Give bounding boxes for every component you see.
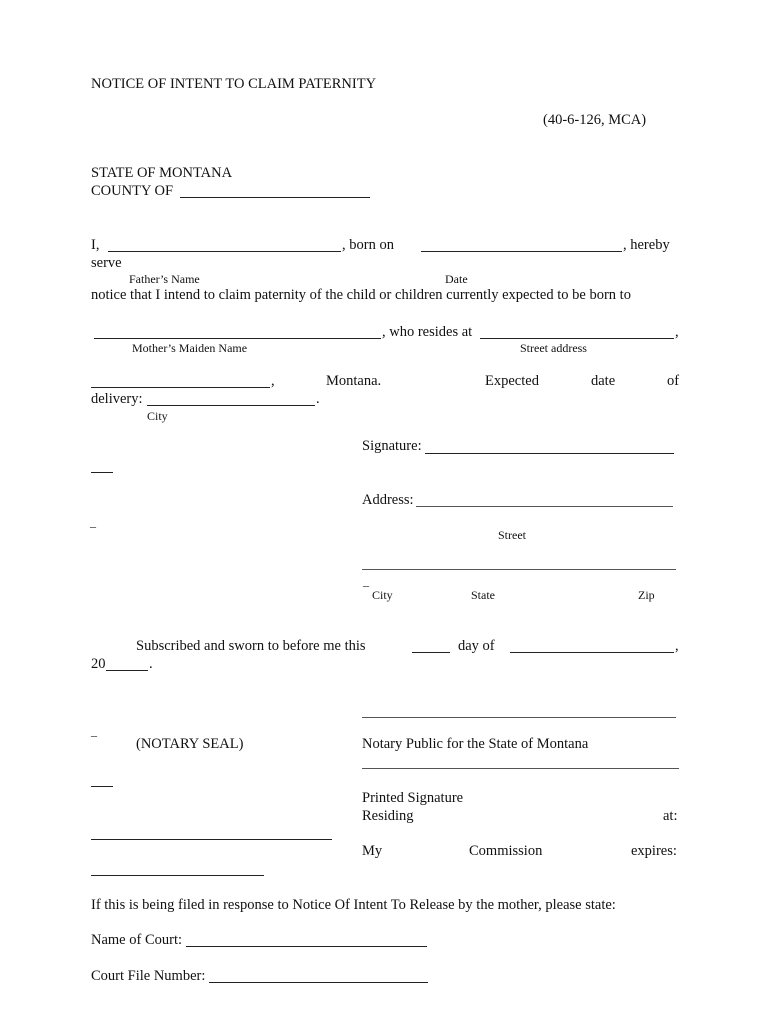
who-resides-at: , who resides at [382,324,473,340]
sworn-comma: , [675,638,679,654]
of-text: of [667,373,680,389]
notary-margin-line [91,786,113,787]
margin-dash: _ [90,515,96,529]
sworn-year-field[interactable] [106,670,148,671]
printed-signature-label: Printed Signature [362,790,464,806]
sig-city-caption: City [372,588,393,602]
signature-field[interactable] [425,453,674,454]
residing-at-label: at: [663,808,678,824]
document-title: NOTICE OF INTENT TO CLAIM PATERNITY [91,76,377,92]
montana-text: Montana. [326,373,382,389]
intro-born-on: , born on [342,237,394,253]
commission-word: Commission [469,843,543,859]
state-heading: STATE OF MONTANA [91,165,233,181]
court-name-label: Name of Court: [91,932,183,948]
residing-field[interactable] [91,839,332,840]
sworn-period: . [149,656,153,672]
commission-expires-field[interactable] [91,875,264,876]
margin-dash-line [91,472,113,473]
sworn-year-prefix: 20 [91,656,106,672]
sworn-day-field[interactable] [412,652,450,653]
city-field[interactable] [91,387,270,388]
address-city-state-zip-field[interactable] [362,569,676,570]
residing-label: Residing [362,808,414,824]
notary-margin-dash: _ [91,724,97,738]
notice-text: notice that I intend to claim paternity of the child or children currently expected to be born to [91,287,631,303]
sworn-day-of: day of [458,638,495,654]
intro-hereby: , hereby [623,237,670,253]
release-statement: If this is being filed in response to Notice Of Intent To Release by the mother, please state: [91,897,616,913]
city-comma: , [271,373,275,389]
printed-signature-field[interactable] [362,768,679,769]
mothers-maiden-name-field[interactable] [94,338,381,339]
county-field[interactable] [180,197,370,198]
delivery-period: . [316,391,320,407]
address-label: Address: [362,492,414,508]
sig-state-caption: State [471,588,495,602]
court-file-number-field[interactable] [209,982,428,983]
sig-zip-caption: Zip [638,588,655,602]
street-caption: Street [498,528,526,542]
commission-my: My [362,843,383,859]
birth-date-field[interactable] [421,251,622,252]
intro-serve: serve [91,255,122,271]
fathers-name-field[interactable] [108,251,341,252]
notary-seal: (NOTARY SEAL) [136,736,244,752]
street-address-field[interactable] [480,338,674,339]
fathers-name-caption: Father’s Name [129,272,200,286]
date-text: date [591,373,616,389]
sworn-month-field[interactable] [510,652,674,653]
notary-signature-field[interactable] [362,717,676,718]
intro-i: I, [91,237,100,253]
notary-public-label: Notary Public for the State of Montana [362,736,589,752]
court-file-number-label: Court File Number: [91,968,206,984]
signature-label: Signature: [362,438,422,454]
commission-expires: expires: [631,843,677,859]
street-address-caption: Street address [520,341,587,355]
address-street-field[interactable] [416,506,673,507]
date-caption: Date [445,272,468,286]
city-caption: City [147,409,168,423]
mothers-maiden-name-caption: Mother’s Maiden Name [132,341,248,355]
city-line-dash: _ [363,574,369,588]
delivery-date-field[interactable] [147,405,315,406]
expected-text: Expected [485,373,539,389]
sworn-text: Subscribed and sworn to before me this [136,638,366,654]
court-name-field[interactable] [186,946,427,947]
delivery-label: delivery: [91,391,143,407]
mother-row-comma: , [675,324,679,340]
statute-reference: (40-6-126, MCA) [543,112,647,128]
county-label: COUNTY OF [91,183,174,199]
